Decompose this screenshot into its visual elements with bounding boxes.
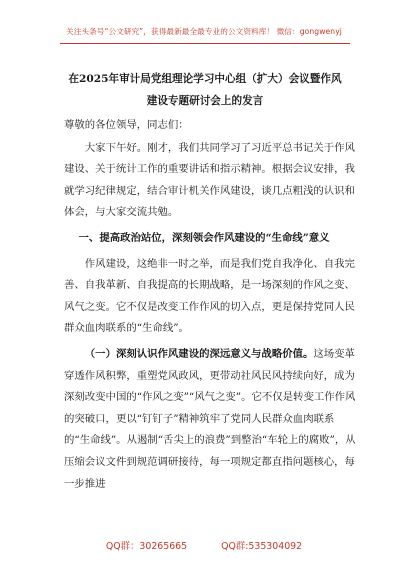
title-line-1: 在2025年审计局党组理论学习中心组（扩大）会议暨作风 <box>68 73 342 85</box>
section-heading-1: 一、提高政治站位，深刻领会作风建设的“生命线”意义 <box>78 231 330 244</box>
document-title <box>55 68 355 112</box>
subsection-heading-1: （一）深刻认识作风建设的深远意义与战略价值。 <box>84 347 314 360</box>
header-note: 关注头条号“公文研究”，获得最新最全最专业的公文资料库！ 微信：gongwenyj <box>66 27 342 36</box>
paragraph-opening: 大家下午好。刚才，我们共同学习了习近平总书记关于作风建设、关于统计工作的重要讲话和指示精神。根据会议安排，我就学习纪律规定，结合审计机关作风建设，谈几点粗浅的认识和体会，与大家交流共勉。 <box>64 141 355 219</box>
title-line-2: 建设专题研讨会上的发言 <box>146 95 264 107</box>
greeting: 尊敬的各位领导，同志们： <box>64 119 189 131</box>
footer-contact <box>0 538 408 552</box>
document-body <box>64 115 356 495</box>
paragraph-section-1: 作风建设，这绝非一时之举，而是我们党自我净化、自我完善、自我革新、自我提高的长期战略，是一场深刻的作风之变、风气之变。它不仅是改变工作作风的切入点，更是保持党同人民群众血肉联系的“生命线”。 <box>64 257 355 335</box>
header-divider <box>60 43 350 44</box>
footer-qq-2: QQ群:535304092 <box>221 541 303 552</box>
paragraph-subsection-1 <box>64 344 356 495</box>
subsection-body-1: 这场变革穿透作风积弊，重塑党风政风，更带动社风民风持续向好，成为深刻改变中国的“作风之变”“风气之变”。它不仅是转变工作作风的突破口，更以“钉钉子”精神筑牢了党同人民群众血肉联系的“生命线”。从遏制“舌尖上的浪费”到整治“车轮上的腐败”，从压缩会议文件到规范调研接待，每一项规定都直指问题核心，每一步推进 <box>64 347 356 490</box>
footer-qq-1: QQ群：30265665 <box>105 541 188 552</box>
